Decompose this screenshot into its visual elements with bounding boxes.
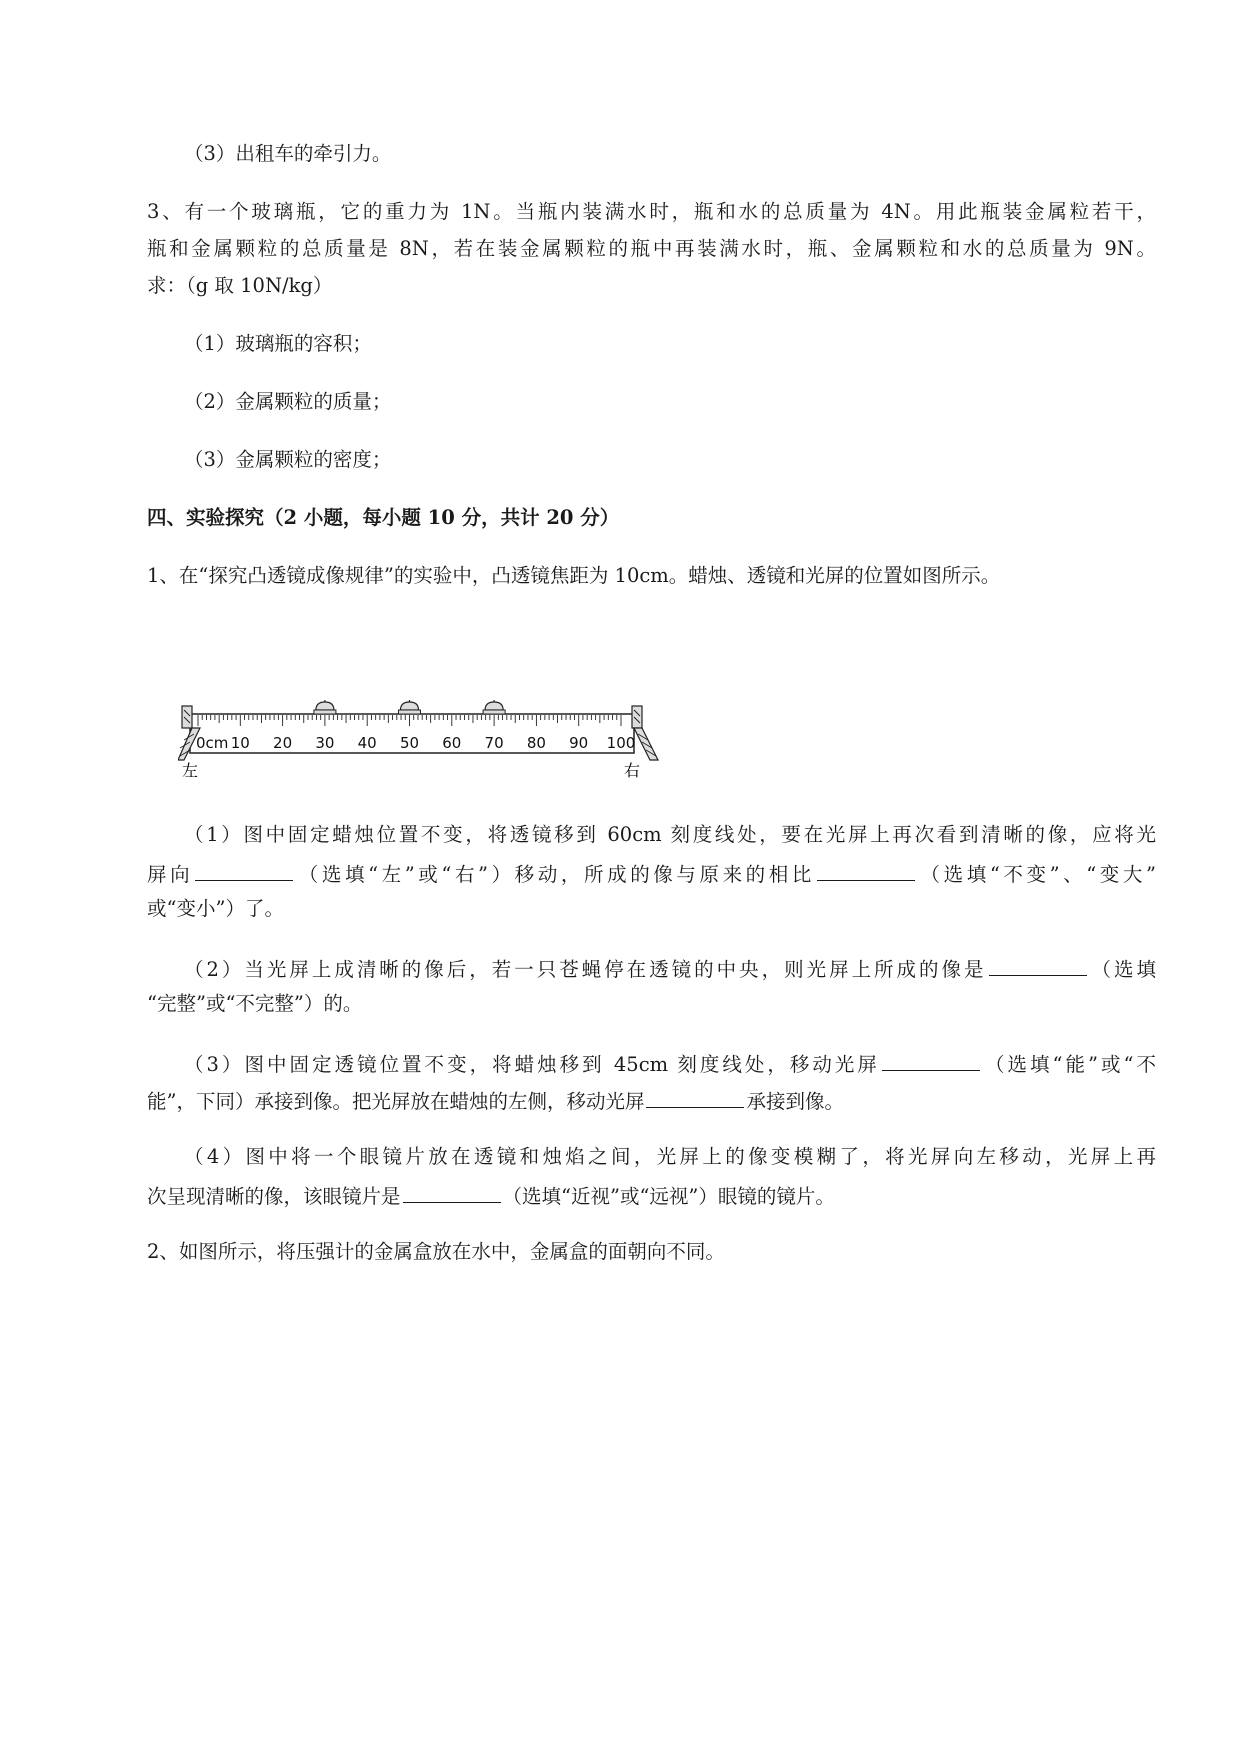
problem-3-subquestion-2: （2）金属颗粒的质量；	[184, 390, 392, 413]
q1-subquestion-1-line-2	[147, 862, 1156, 885]
q1-s3-text-a: （3）图中固定透镜位置不变，将蜡烛移到 45cm 刻度线处，移动光屏	[184, 1053, 880, 1076]
light-screen	[478, 700, 506, 714]
q1-s3-text-d: 承接到像。	[746, 1090, 844, 1113]
q1-s2-text-a: （2）当光屏上成清晰的像后，若一只苍蝇停在透镜的中央，则光屏上所成的像是	[184, 958, 987, 981]
right-label: 右	[624, 761, 641, 780]
ruler-scale-label: 90	[569, 734, 589, 752]
ruler-scale-label: 20	[273, 734, 293, 752]
ruler-scale-label: 80	[526, 734, 546, 752]
q1-subquestion-2-line-2: “完整”或“不完整”）的。	[147, 992, 363, 1015]
section-4-title: 四、实验探究（2 小题，每小题 10 分，共计 20 分）	[147, 506, 620, 529]
q1-s4-text-a: 次呈现清晰的像，该眼镜片是	[147, 1185, 401, 1208]
right-stand	[632, 706, 658, 760]
optical-bench-ruler	[190, 714, 635, 753]
q1-s3-text-b: （选填“能”或“不	[981, 1053, 1156, 1076]
q1-subquestion-3-line-2	[147, 1089, 844, 1112]
answer-blank-1[interactable]	[195, 862, 293, 881]
q1-subquestion-1-line-1: （1）图中固定蜡烛位置不变，将透镜移到 60cm 刻度线处，要在光屏上再次看到清晰的像，应将光	[184, 823, 1156, 846]
q1-s3-text-c: 能”，下同）承接到像。把光屏放在蜡烛的左侧，移动光屏	[147, 1090, 645, 1113]
answer-blank-6[interactable]	[403, 1184, 501, 1203]
candle	[314, 700, 336, 714]
problem-3-line-3: 求：（g 取 10N/kg）	[147, 274, 333, 297]
problem-3-line-1: 3、有一个玻璃瓶，它的重力为 1N。当瓶内装满水时，瓶和水的总质量为 4N。用此瓶装金属粒若干，	[147, 200, 1156, 223]
q1-s1-text-a: 屏向	[147, 863, 194, 886]
problem-2-subquestion-3: （3）出租车的牵引力。	[184, 142, 392, 165]
optical-bench-figure	[178, 700, 668, 800]
ruler-scale-label: 0cm	[196, 734, 229, 752]
ruler-scale-label: 30	[315, 734, 335, 752]
ruler-scale-label: 60	[442, 734, 462, 752]
q1-s1-text-b: （选填“左”或“右”）移动，所成的像与原来的相比	[295, 863, 815, 886]
ruler-scale-label: 50	[399, 734, 420, 752]
convex-lens	[399, 700, 421, 714]
q1-subquestion-4-line-1: （4）图中将一个眼镜片放在透镜和烛焰之间，光屏上的像变模糊了，将光屏向左移动，光屏上再	[184, 1145, 1156, 1168]
q1-s4-text-b: （选填“近视”或“远视”）眼镜的镜片。	[502, 1185, 835, 1208]
question-2-intro: 2、如图所示，将压强计的金属盒放在水中，金属盒的面朝向不同。	[147, 1240, 725, 1263]
answer-blank-3[interactable]	[989, 957, 1087, 976]
problem-3-subquestion-1: （1）玻璃瓶的容积；	[184, 332, 372, 355]
answer-blank-5[interactable]	[646, 1089, 744, 1108]
problem-3-line-2: 瓶和金属颗粒的总质量是 8N，若在装金属颗粒的瓶中再装满水时，瓶、金属颗粒和水的总质量为 9N。	[147, 237, 1156, 260]
answer-blank-2[interactable]	[817, 862, 915, 881]
ruler-scale-label: 100	[606, 734, 636, 752]
answer-blank-4[interactable]	[882, 1052, 980, 1071]
q1-s2-text-b: （选填	[1088, 958, 1156, 981]
q1-subquestion-3-line-1	[184, 1052, 1156, 1075]
q1-subquestion-4-line-2	[147, 1184, 835, 1207]
problem-3-subquestion-3: （3）金属颗粒的密度；	[184, 448, 392, 471]
question-1-intro: 1、在“探究凸透镜成像规律”的实验中，凸透镜焦距为 10cm。蜡烛、透镜和光屏的位置如图所示。	[147, 564, 1001, 587]
q1-subquestion-1-line-3: 或“变小”）了。	[147, 897, 284, 920]
ruler-scale-label: 10	[230, 734, 250, 752]
ruler-scale-label: 40	[357, 734, 377, 752]
q1-s1-text-c: （选填“不变”、“变大”	[916, 863, 1156, 886]
ruler-scale-label: 70	[484, 734, 504, 752]
left-label: 左	[182, 761, 199, 780]
q1-subquestion-2-line-1	[184, 957, 1156, 980]
